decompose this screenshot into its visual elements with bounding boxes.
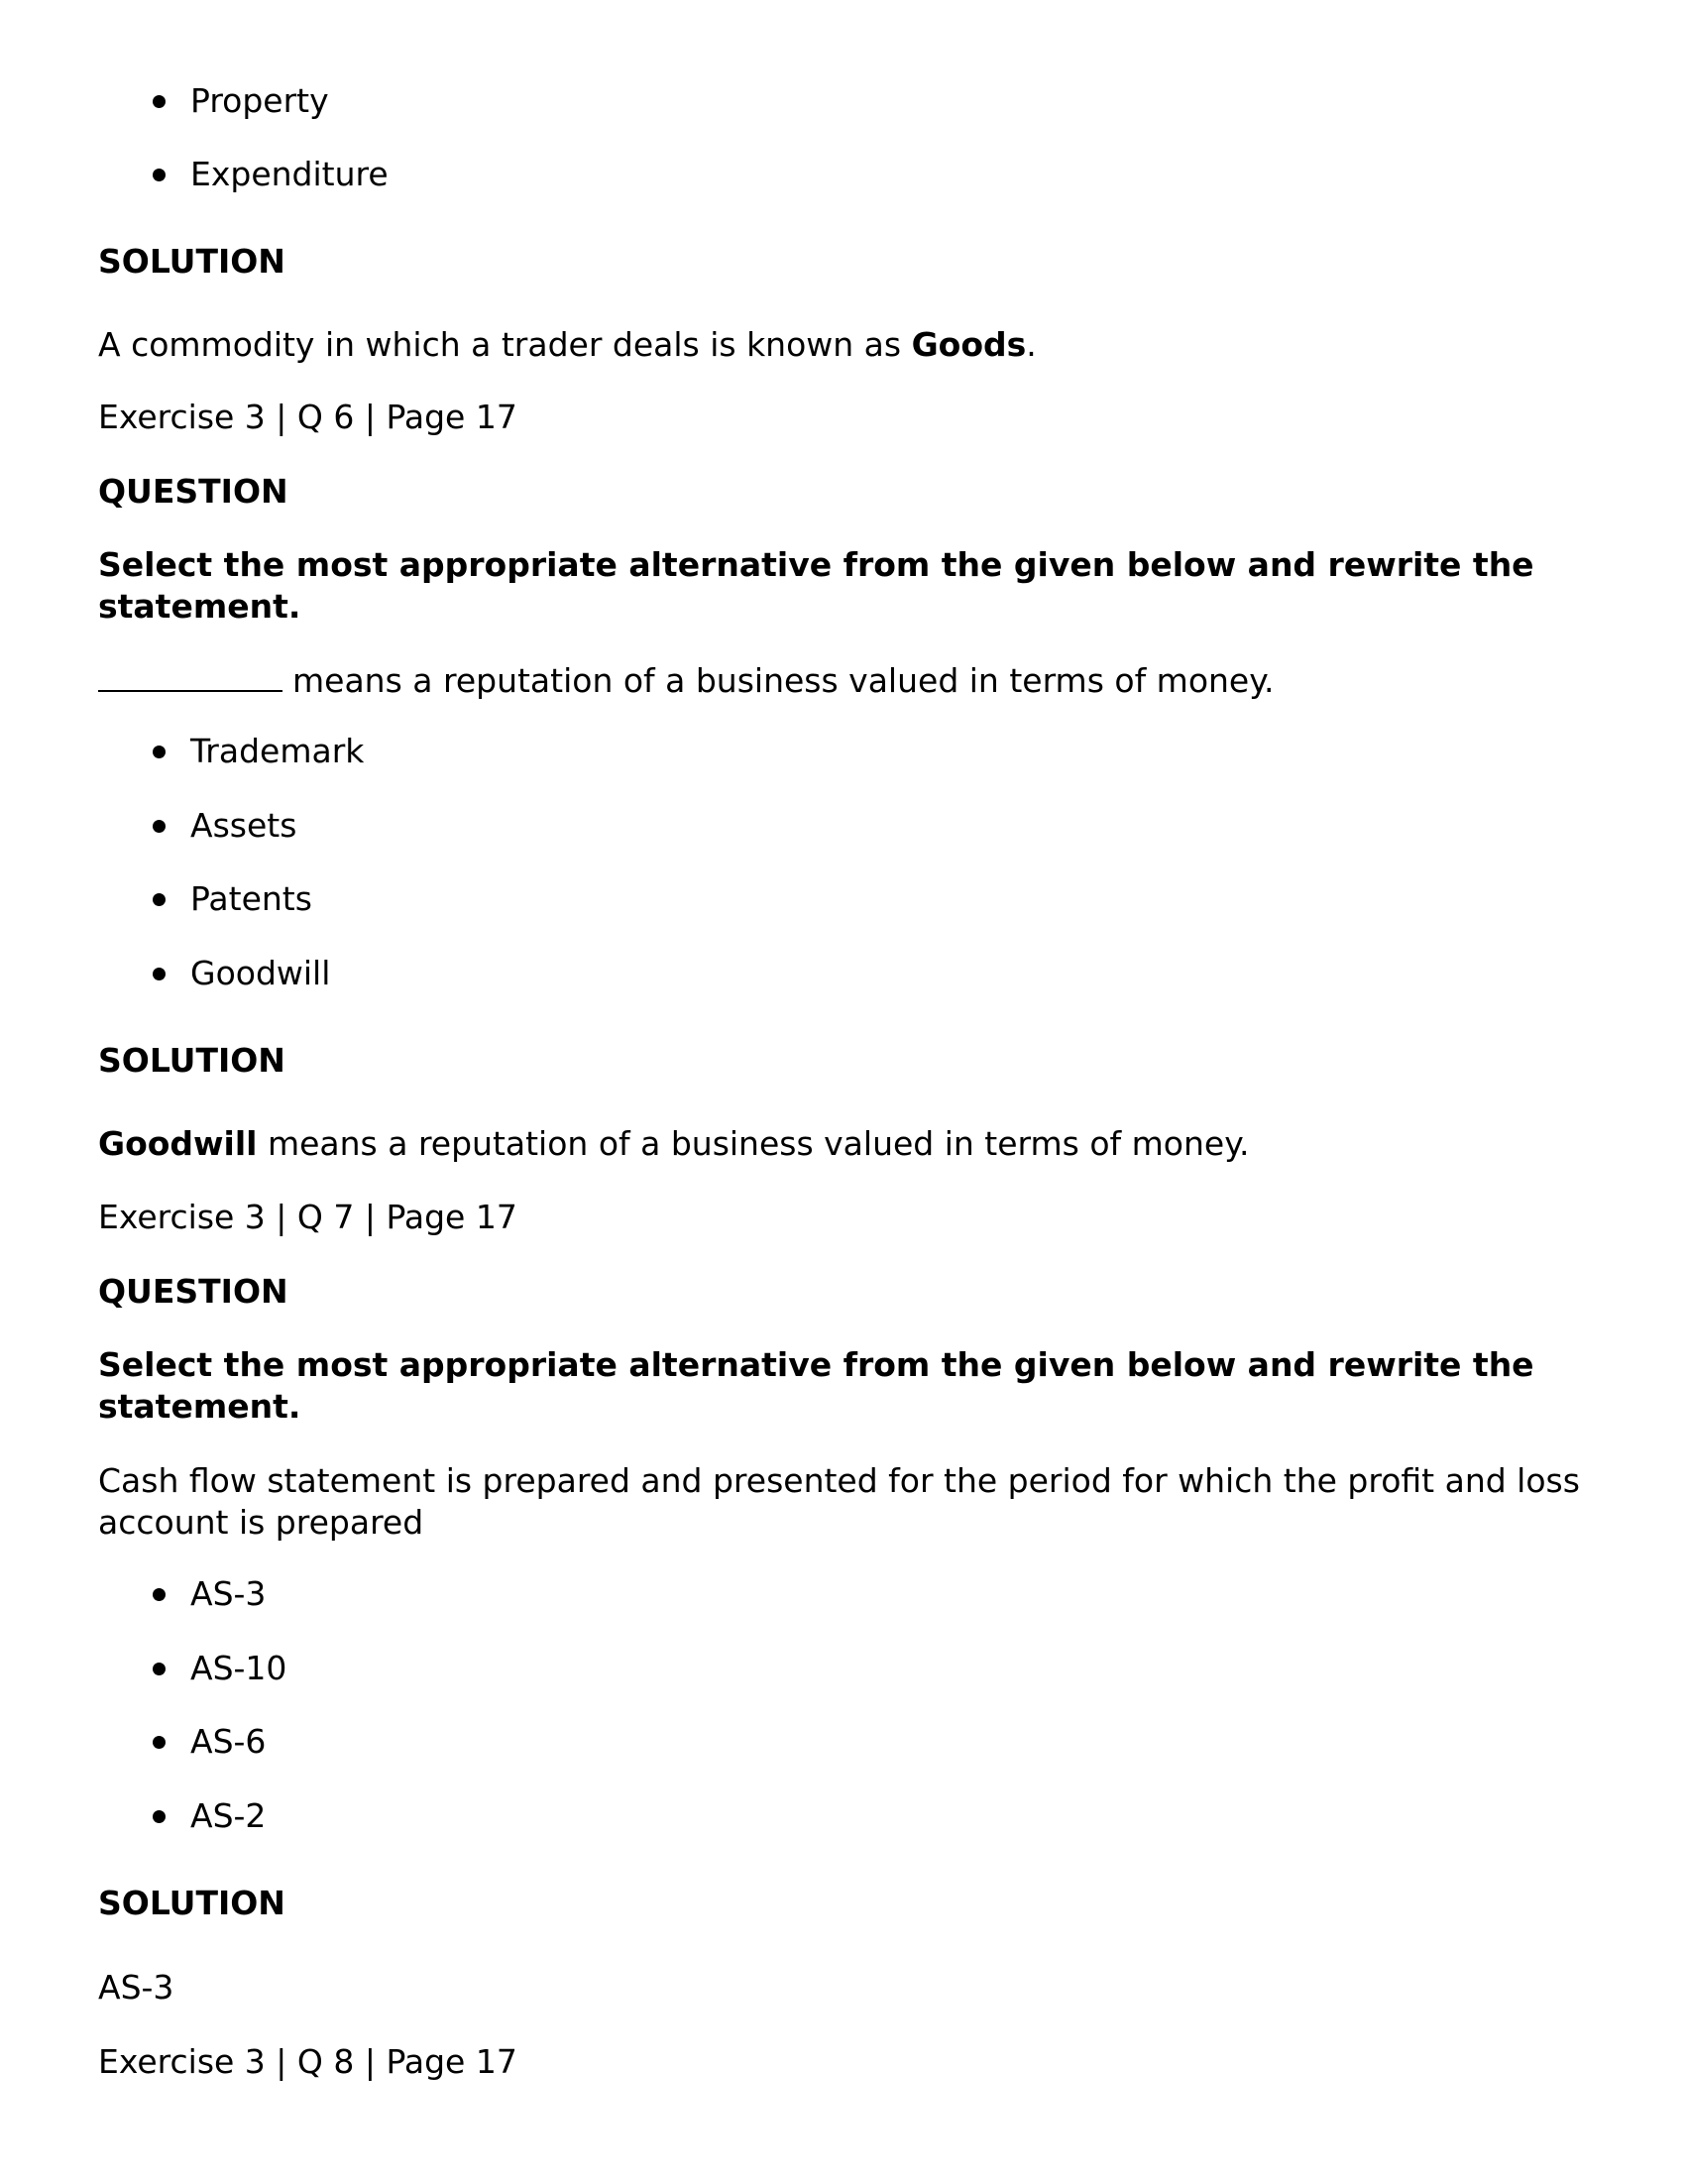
option-property: Property: [190, 81, 329, 120]
bullet: [153, 1588, 166, 1601]
exercise-reference: Exercise 3 | Q 8 | Page 17: [98, 2042, 517, 2081]
question-heading: QUESTION: [98, 1272, 288, 1311]
bullet: [153, 893, 166, 906]
bullet: [153, 820, 166, 833]
option-assets: Assets: [190, 806, 297, 845]
solution-text-after: .: [1026, 325, 1037, 364]
solution-text-before: A commodity in which a trader deals is known as: [98, 325, 912, 364]
bullet: [153, 968, 166, 980]
option-as-6: AS-6: [190, 1722, 267, 1761]
solution-heading: SOLUTION: [98, 1884, 285, 1922]
bullet: [153, 1736, 166, 1749]
solution-heading: SOLUTION: [98, 1041, 285, 1080]
option-as-3: AS-3: [190, 1574, 267, 1613]
bullet: [153, 95, 166, 108]
question-heading: QUESTION: [98, 472, 288, 511]
solution-text: [98, 1123, 1250, 1165]
option-as-2: AS-2: [190, 1796, 267, 1835]
answer-goods: Goods: [911, 325, 1027, 364]
fill-blank: [98, 662, 282, 692]
option-as-10: AS-10: [190, 1649, 287, 1687]
question-statement: [98, 660, 1275, 702]
exercise-reference: Exercise 3 | Q 7 | Page 17: [98, 1198, 517, 1236]
question-instruction: Select the most appropriate alternative from the given below and rewrite the statement.: [98, 545, 1534, 626]
solution-text-after: means a reputation of a business valued in terms of money.: [257, 1124, 1250, 1163]
option-trademark: Trademark: [190, 732, 365, 770]
solution-heading: SOLUTION: [98, 242, 285, 281]
exercise-reference: Exercise 3 | Q 6 | Page 17: [98, 398, 517, 436]
bullet: [153, 746, 166, 758]
option-goodwill: Goodwill: [190, 954, 331, 992]
bullet: [153, 169, 166, 181]
option-patents: Patents: [190, 879, 312, 918]
solution-text: [98, 324, 1037, 366]
bullet: [153, 1663, 166, 1675]
bullet: [153, 1810, 166, 1823]
answer-goodwill: Goodwill: [98, 1124, 258, 1163]
question-instruction: Select the most appropriate alternative from the given below and rewrite the statement.: [98, 1345, 1534, 1426]
solution-answer: AS-3: [98, 1968, 174, 2007]
option-expenditure: Expenditure: [190, 155, 389, 193]
statement-text: means a reputation of a business valued in terms of money.: [292, 661, 1275, 700]
question-statement: Cash flow statement is prepared and presented for the period for which the profit and loss account is prepared: [98, 1461, 1580, 1542]
